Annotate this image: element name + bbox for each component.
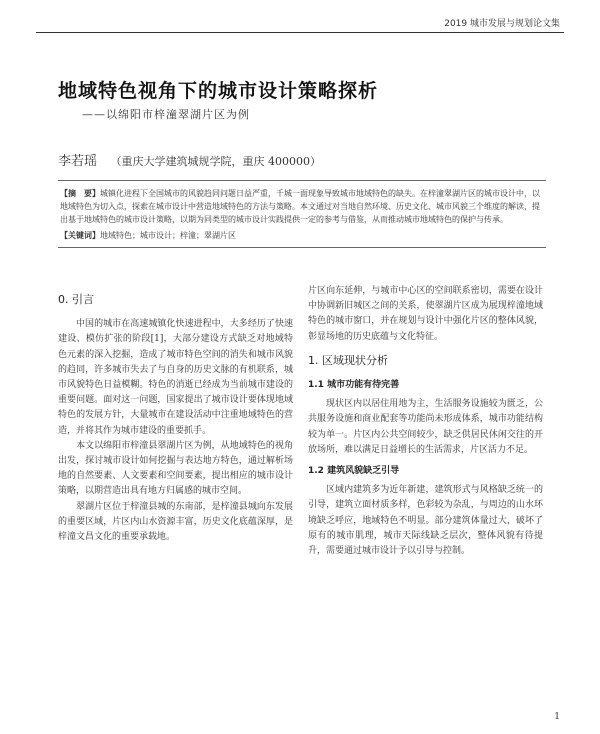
paragraph: 现状区内以居住用地为主，生活服务设施较为匮乏，公共服务设施和商业配套等功能尚未形成体系，城市功能结构较为单一。片区内公共空间较少，缺乏供居民休闲交往的开放场所，难以满足日益增长的生活需求，片区活力不足。 (308, 399, 543, 455)
paragraph: 片区向东延伸，与城市中心区的空间联系密切，需要在设计中协调新旧城区之间的关系，使翠湖片区成为展现梓潼地域特色的城市窗口，并在规划与设计中强化片区的整体风貌，彰显场地的历史底蕴与文化特征。 (308, 286, 543, 342)
author-name: 李若瑶 (58, 154, 98, 169)
keywords (60, 229, 544, 242)
paragraph: 翠湖片区位于梓潼县城的东南部，是梓潼县城向东发展的重要区域，片区内山水资源丰富，历史文化底蕴深厚，是梓潼文昌文化的重要承载地。 (58, 501, 293, 543)
author-affiliation: （重庆大学建筑城规学院，重庆 400000） (110, 155, 322, 168)
header-rule (36, 32, 564, 33)
page-subtitle: ——以绵阳市梓潼翠湖片区为例 (82, 108, 250, 121)
subsection-heading: 1.2 建筑风貌缺乏引导 (308, 466, 400, 477)
author-line (58, 150, 321, 169)
keywords-text: 地域特色；城市设计；梓潼；翠湖片区 (100, 231, 236, 240)
abstract-text: 城镇化进程下全国城市的风貌趋同问题日益严重，千城一面现象导致城市地域特色的缺失。在梓潼翠湖片区的城市设计中，以地域特色为切入点，探索在城市设计中营造地域特色的方法与策略。本文通过对当地自然环境、历史文化、城市风貌三个维度的解读，提出基于地域特色的城市设计策略，以期为同类型的城市设计实践提供一定的参考与借鉴，从而推动城市地域特色的保护与传承。 (60, 189, 540, 224)
abstract (60, 187, 544, 226)
section-heading-introduction: 0. 引言 (58, 293, 94, 306)
paragraph: 中国的城市在高速城镇化快速进程中，大多经历了快速建设、模仿扩张的阶段[1]，大部分建设方式缺乏对地域特色元素的深入挖掘，造成了城市特色空间的消失和城市风貌的趋同，许多城市失去了与自身的历史文脉的有机联系，城市风貌特色日益模糊。特色的消逝已经成为当前城市建设的重要问题。面对这一问题，国家提出了城市设计要体现地域特色的发展方针，大量城市在建设活动中注重地域特色的营造，并将其作为城市建设的重要抓手。 (58, 319, 293, 436)
right-column (308, 284, 543, 559)
paragraph: 区域内建筑多为近年新建，建筑形式与风格缺乏统一的引导，建筑立面材质多样，色彩较为杂乱，与周边的山水环境缺乏呼应，地域特色不明显。部分建筑体量过大，破坏了原有的城市肌理，城市天际线缺乏层次，整体风貌有待提升，需要通过城市设计予以引导与控制。 (308, 485, 543, 557)
keywords-label: 【关键词】 (60, 231, 100, 240)
section-heading-analysis: 1. 区域现状分析 (308, 353, 388, 367)
abstract-block (58, 180, 546, 248)
paragraph: 本文以绵阳市梓潼县翠湖片区为例，从地域特色的视角出发，探讨城市设计如何挖掘与表达地方特色，通过解析场地的自然要素、人文要素和空间要素，提出相应的城市设计策略，以期营造出具有地方归属感的城市空间。 (58, 440, 293, 497)
left-column (58, 284, 293, 545)
subsection-heading: 1.1 城市功能有待完善 (308, 380, 400, 391)
abstract-label: 【摘 要】 (60, 189, 100, 198)
page-title: 地域特色视角下的城市设计策略探析 (58, 80, 379, 102)
journal-header: 2019 城市发展与规划论文集 (444, 19, 560, 29)
page-number: 1 (554, 712, 560, 722)
